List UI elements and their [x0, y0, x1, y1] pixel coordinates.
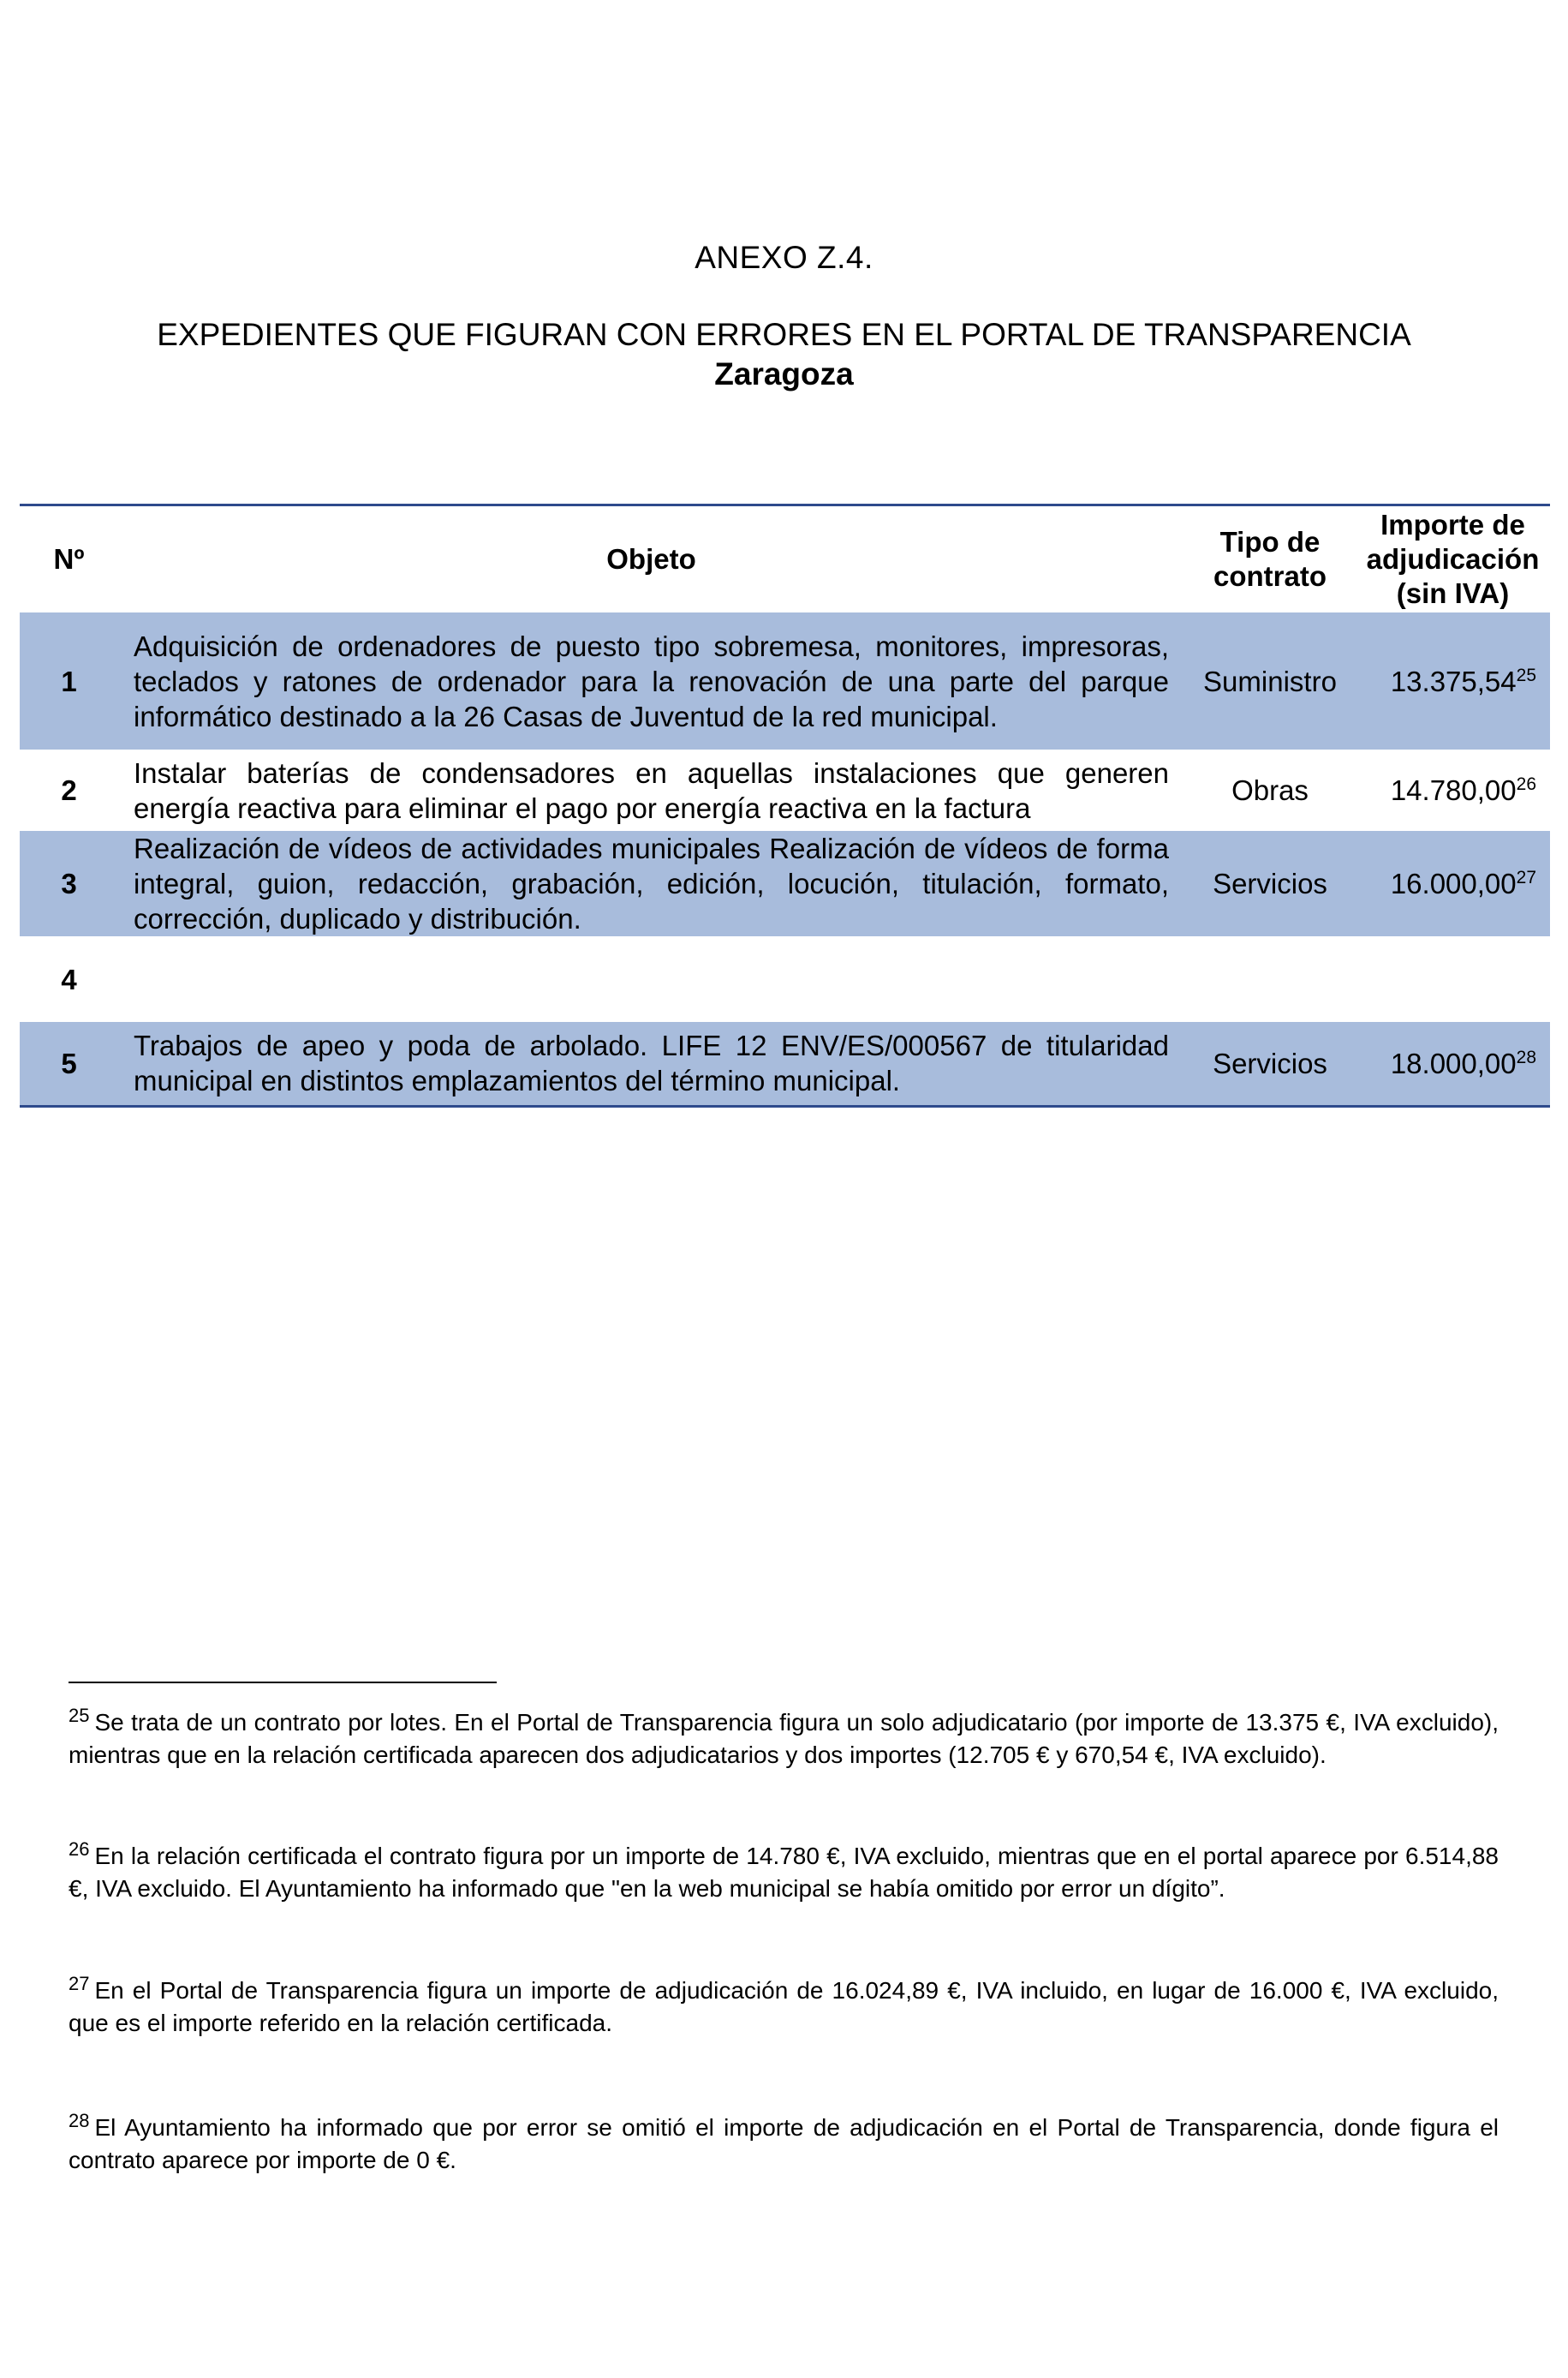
- table-row: [20, 1022, 1550, 1106]
- row-tipo: Obras: [1231, 774, 1309, 806]
- footnote-ref: 25: [1516, 665, 1536, 685]
- row-tipo: Servicios: [1184, 1022, 1356, 1106]
- row-num: 5: [20, 1022, 118, 1106]
- header-importe: Importe de adjudicación (sin IVA): [1356, 505, 1550, 613]
- document-subtitle: Zaragoza: [714, 356, 854, 391]
- row-objeto: Instalar baterías de condensadores en aquellas instalaciones que generen energía reactiva para eliminar el pago por energía reactiva en la factura: [134, 756, 1169, 824]
- table-row: [20, 831, 1550, 936]
- importe-value: 16.000,00: [1390, 868, 1517, 899]
- footnote-ref: 28: [1516, 1047, 1536, 1067]
- row-importe: [1356, 612, 1550, 750]
- table-row: [20, 612, 1550, 750]
- footnote: [69, 1975, 1499, 2040]
- table-row: [20, 936, 1550, 1022]
- row-importe: [1356, 936, 1550, 1022]
- row-tipo: [1184, 936, 1356, 1022]
- footnote: [69, 1706, 1499, 1772]
- row-tipo: Suministro: [1184, 612, 1356, 750]
- header-objeto: Objeto: [118, 505, 1184, 613]
- importe-value: 13.375,54: [1390, 665, 1517, 697]
- document-title: [0, 315, 1568, 394]
- row-importe: [1356, 831, 1550, 936]
- footnote-number: 26: [69, 1838, 90, 1860]
- row-num: 4: [61, 963, 77, 995]
- row-tipo: Servicios: [1184, 831, 1356, 936]
- document-title-main: EXPEDIENTES QUE FIGURAN CON ERRORES EN EL PORTAL DE TRANSPARENCIA: [157, 317, 1411, 352]
- footnote: [69, 1840, 1499, 1905]
- row-objeto: Trabajos de apeo y poda de arbolado. LIFE 12 ENV/ES/000567 de titularidad municipal en distintos emplazamientos del término municipal.: [118, 1022, 1184, 1106]
- table-row: [20, 750, 1550, 831]
- footnote-ref: 26: [1516, 774, 1536, 794]
- importe-value: 18.000,00: [1390, 1047, 1517, 1079]
- header-tipo: Tipo de contrato: [1184, 505, 1356, 613]
- row-num: 2: [61, 774, 77, 806]
- expedientes-table: [20, 504, 1550, 1108]
- annex-title: ANEXO Z.4.: [695, 240, 873, 275]
- importe-value: 14.780,00: [1390, 774, 1517, 806]
- row-num: 1: [20, 612, 118, 750]
- footnote-text: El Ayuntamiento ha informado que por error se omitió el importe de adjudicación en el Portal de Transparencia, donde figura el contrato aparece por importe de 0 €.: [69, 2114, 1499, 2173]
- row-importe: [1356, 750, 1550, 831]
- table-header-row: [20, 505, 1550, 613]
- row-importe: [1356, 1022, 1550, 1106]
- row-objeto: Adquisición de ordenadores de puesto tipo sobremesa, monitores, impresoras, teclados y ratones de ordenador para la renovación de una parte del parque informático destinado a la 26 Casas de Juventud de la red municipal.: [118, 612, 1184, 750]
- row-objeto: Realización de vídeos de actividades municipales Realización de vídeos de forma integral, guion, redacción, grabación, edición, locución, titulación, formato, corrección, duplicado y distribución.: [118, 831, 1184, 936]
- footnote-text: Se trata de un contrato por lotes. En el Portal de Transparencia figura un solo adjudicatario (por importe de 13.375 €, IVA excluido), mientras que en la relación certificada aparecen dos adjudicatarios y dos importes (12.705 € y 670,54 €, IVA excluido).: [69, 1709, 1499, 1768]
- footnote-ref: 27: [1516, 868, 1536, 887]
- footnote: [69, 2112, 1499, 2177]
- footnote-separator: [69, 1682, 497, 1683]
- footnote-text: En la relación certificada el contrato figura por un importe de 14.780 €, IVA excluido, mientras que en el portal aparece por 6.514,88 €, IVA excluido. El Ayuntamiento ha informado que "en la web municipal se había omitido por error un dígito”.: [69, 1843, 1499, 1902]
- footnote-number: 25: [69, 1705, 90, 1726]
- row-objeto: [118, 936, 1184, 1022]
- header-num: Nº: [20, 505, 118, 613]
- row-num: 3: [20, 831, 118, 936]
- footnote-number: 27: [69, 1973, 90, 1994]
- footnote-text: En el Portal de Transparencia figura un importe de adjudicación de 16.024,89 €, IVA incluido, en lugar de 16.000 €, IVA excluido, que es el importe referido en la relación certificada.: [69, 1977, 1499, 2036]
- footnote-number: 28: [69, 2110, 90, 2131]
